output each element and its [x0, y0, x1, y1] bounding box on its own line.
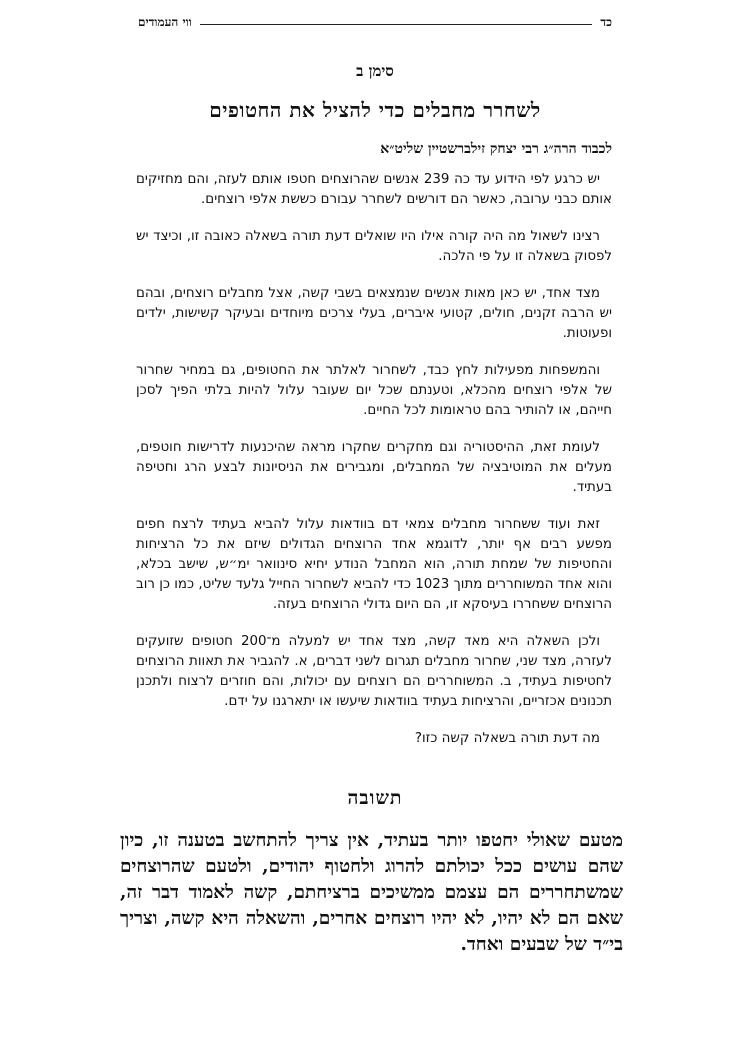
question-paragraph: מצד אחד, יש כאן מאות אנשים שנמצאים בשבי קשה, אצל מחבלים רוצחים, ובהם יש הרבה זקנים, חולים, קטועי איברים, בעלי צרכים מיוחדים ובעיקר קשישות, ילדים ופעוטות.: [136, 286, 612, 341]
question-paragraph: רצינו לשאול מה היה קורה אילו היו שואלים דעת תורה בשאלה כאובה זו, וכיצד יש לפסוק בשאלה זו על פי הלכה.: [136, 229, 612, 264]
question-closing: מה דעת תורה בשאלה קשה כזו?: [414, 731, 600, 746]
question-paragraph: ולכן השאלה היא מאד קשה, מצד אחד יש למעלה מ־200 חטופים שזועקים לעזרה, מצד שני, שחרור מחבלים תגרום לשני דברים, א. להגביר את תאוות הרוצחים לחטיפות בעתיד, ב. המשוחררים הם רוצחים עם יכולות, והם חוזרים לרצוח ולתכנן תכנונים אכזריים, והרציחות בעתיד בוודאות שיעשו או יתארגנו על ידם.: [136, 634, 612, 709]
question-paragraph: לעומת זאת, ההיסטוריה וגם מחקרים שחקרו מראה שהיכנעות לדרישות חוטפים, מעלים את המוטיבציה של המחבלים, ומגבירים את הניסיונות לבצע הרג וחטיפה בעתיד.: [136, 440, 612, 495]
addressee-line: לכבוד הרה״ג רבי יצחק זילברשטיין שליט״א: [380, 141, 612, 157]
book-title: ווי העמודים: [138, 15, 192, 29]
question-paragraph: והמשפחות מפעילות לחץ כבד, לשחרור לאלתר את החטופים, גם במחיר שחרור של אלפי רוצחים מהכלא, וטענתם שכל יום שעובר עלול להיות בלתי הפיך לסכן חייהם, או להותיר בהם טראומות לכל החיים.: [136, 363, 612, 418]
siman-heading: סימן ב: [356, 62, 394, 80]
answer-paragraph: מטעם שאולי יחטפו יותר בעתיד, אין צריך להתחשב בטענה זו, כיון שהם עושים ככל יכולתם להרוג ולחטוף יהודים, ולטעם שהרוצחים שמשתחררים הם עצמם ממשיכים ברציחתם, קשה לאמוד דבר זה, שאם הם לא יהיו, לא יהיו רוצחים אחרים, והשאלה היא קשה, וצריך בי״ד של שבעים ואחד.: [120, 830, 623, 955]
running-header: [138, 8, 612, 30]
answer-heading: תשובה: [347, 787, 403, 809]
header-rule: [200, 24, 593, 25]
question-body: [136, 170, 612, 749]
answer-body: [120, 828, 623, 958]
question-paragraph: זאת ועוד ששחרור מחבלים צמאי דם בוודאות עלול להביא בעתיד לרצח חפים מפשע רבים אף יותר, לדוגמא אחד הרוצחים הגדולים שיזם את כל הרציחות והחטיפות של שמחת תורה, הוא המחבל הנודע יחיא סינוואר ימ״ש, שישב בכלא, והוא אחד המשוחררים מתוך 1023 כדי להביא לשחרור החייל גלעד שליט, כמו כן רוב הרוצחים ששחררו בעיסקא זו, הם היום גדולי הרוצחים בעזה.: [136, 517, 612, 612]
page-number: כד: [600, 15, 612, 29]
question-paragraph: יש כרגע לפי הידוע עד כה 239 אנשים שהרוצחים חטפו אותם לעזה, והם מחזיקים אותם כבני ערובה, כאשר הם דורשים לשחרר עבורם כששת אלפי רוצחים.: [136, 172, 612, 207]
topic-title: לשחרר מחבלים כדי להציל את החטופים: [209, 98, 541, 122]
